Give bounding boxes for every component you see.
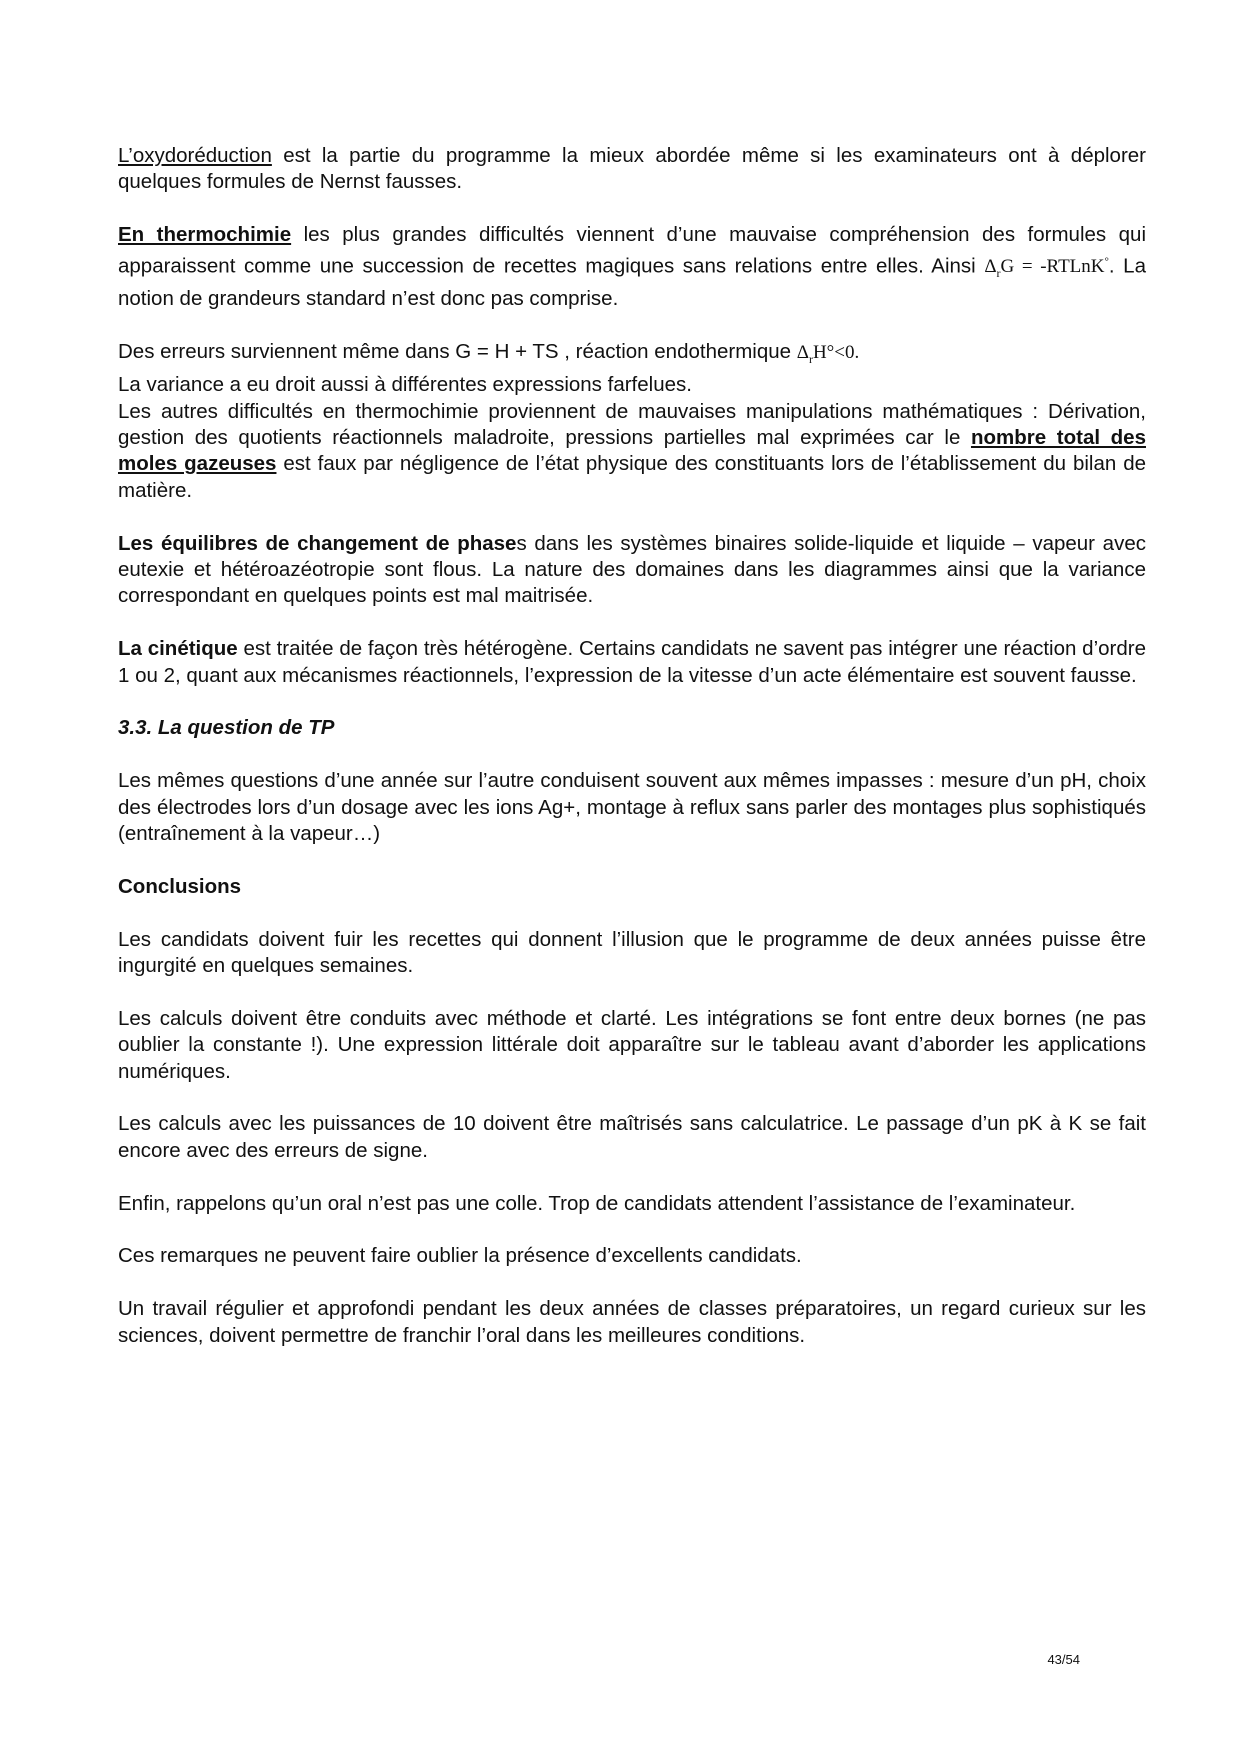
- conclusion-paragraph: Un travail régulier et approfondi pendant les deux années de classes préparatoires, un regard curieux sur les sciences, doivent permettre de franchir l’oral dans les meilleures conditions.: [118, 1297, 1146, 1347]
- topic-equilibres: Les équilibres de changement de phase: [118, 531, 517, 555]
- paragraph-text: est traitée de façon très hétérogène. Certains candidats ne savent pas intégrer une réaction d’ordre 1 ou 2, quant aux mécanismes réactionnels, l’expression de la vitesse d’un acte élémentaire est souvent fausse.: [118, 637, 1146, 687]
- paragraph-erreurs: [118, 339, 1146, 504]
- formula-enthalpy: $\Delta_rH^\circ<0$.: [796, 341, 860, 366]
- conclusions-heading: Conclusions: [118, 874, 242, 898]
- paragraph-oxydoreduction: [118, 143, 1146, 196]
- paragraph-text: Les autres difficultés en thermochimie proviennent de mauvaises manipulations mathématiques : Dérivation, gestion des quotients réactionnels maladroite, pressions partielles mal exprimées car le: [118, 399, 1146, 449]
- emphasis-moles: nombre total des moles gazeuses: [118, 425, 1146, 476]
- conclusion-paragraph: Ces remarques ne peuvent faire oublier la présence d’excellents candidats.: [118, 1244, 802, 1268]
- conclusion-paragraph: Les candidats doivent fuir les recettes qui donnent l’illusion que le programme de deux années puisse être ingurgité en quelques semaines.: [118, 927, 1146, 977]
- paragraph-thermochimie: [118, 222, 1146, 312]
- paragraph-text: s dans les systèmes binaires solide-liquide et liquide – vapeur avec eutexie et hétéroazéotropie sont flous. La nature des domaines dans les diagrammes ainsi que la variance correspondant en quelques points est mal maitrisée.: [118, 531, 1146, 608]
- section-heading-tp: 3.3. La question de TP: [118, 716, 335, 740]
- paragraph-text: . La notion de grandeurs standard n’est donc pas comprise.: [118, 253, 1146, 311]
- document-body: [118, 143, 1146, 1349]
- paragraph-text: est faux par négligence de l’état physique des constituants lors de l’établissement du bilan de matière.: [118, 452, 1147, 502]
- paragraph-cinetique: [118, 636, 1146, 689]
- paragraph-equilibres: [118, 531, 1146, 610]
- topic-thermochimie: En thermochimie: [118, 223, 292, 247]
- conclusion-paragraph: Les calculs avec les puissances de 10 doivent être maîtrisés sans calculatrice. Le passage d’un pK à K se fait encore avec des erreurs de signe.: [118, 1112, 1146, 1162]
- topic-oxydoreduction: L’oxydoréduction: [118, 144, 272, 167]
- page-number: 43/54: [1047, 1652, 1080, 1667]
- paragraph-text: est la partie du programme la mieux abordée même si les examinateurs ont à déplorer quelques formules de Nernst fausses.: [118, 144, 1146, 194]
- topic-cinetique: La cinétique: [118, 637, 238, 661]
- formula-gibbs: $\Delta_rG$ = -RTLnK°: [984, 255, 1109, 280]
- paragraph-text: Des erreurs surviennent même dans G = H + TS , réaction endothermique: [118, 339, 797, 363]
- paragraph-text: les plus grandes difficultés viennent d’une mauvaise compréhension des formules qui apparaissent comme une succession de recettes magiques sans relations entre elles. Ainsi: [118, 223, 1147, 277]
- paragraph-tp: Les mêmes questions d’une année sur l’autre conduisent souvent aux mêmes impasses : mesure d’un pH, choix des électrodes lors d’un dosage avec les ions Ag+, montage à reflux sans parler des montages plus sophistiqués (entraînement à la vapeur…): [118, 769, 1146, 845]
- conclusion-paragraph: Enfin, rappelons qu’un oral n’est pas une colle. Trop de candidats attendent l’assistance de l’examinateur.: [118, 1191, 1076, 1215]
- conclusion-paragraph: Les calculs doivent être conduits avec méthode et clarté. Les intégrations se font entre deux bornes (ne pas oublier la constante !). Une expression littérale doit apparaître sur le tableau avant d’aborder les applications numériques.: [118, 1006, 1146, 1083]
- paragraph-text: La variance a eu droit aussi à différentes expressions farfelues.: [118, 373, 692, 397]
